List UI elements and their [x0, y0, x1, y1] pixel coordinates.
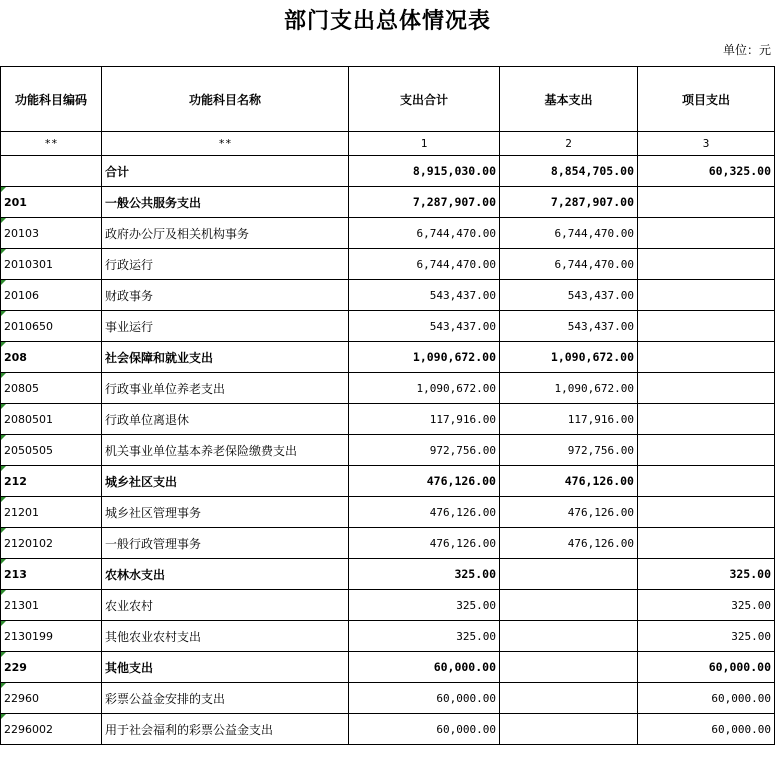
- total-project: 60,325.00: [638, 156, 775, 187]
- row-code: 20805: [1, 373, 102, 404]
- row-code: 213: [1, 559, 102, 590]
- row-project: [638, 187, 775, 218]
- row-project: [638, 404, 775, 435]
- page-title: 部门支出总体情况表: [283, 8, 491, 34]
- row-code: 229: [1, 652, 102, 683]
- row-total: 6,744,470.00: [349, 249, 500, 280]
- row-code: 2010650: [1, 311, 102, 342]
- row-basic: 476,126.00: [500, 466, 638, 497]
- row-total: 325.00: [349, 559, 500, 590]
- row-total: 117,916.00: [349, 404, 500, 435]
- row-basic: 1,090,672.00: [500, 342, 638, 373]
- index-cell: **: [1, 132, 102, 156]
- total-basic: 8,854,705.00: [500, 156, 638, 187]
- row-basic: 1,090,672.00: [500, 373, 638, 404]
- row-project: [638, 528, 775, 559]
- total-row: [1, 156, 775, 187]
- row-code: 2080501: [1, 404, 102, 435]
- row-basic: [500, 683, 638, 714]
- expenditure-table: [0, 66, 775, 745]
- row-basic: 543,437.00: [500, 311, 638, 342]
- row-total: 1,090,672.00: [349, 342, 500, 373]
- row-total: 60,000.00: [349, 714, 500, 745]
- table-row: [1, 311, 775, 342]
- row-project: [638, 218, 775, 249]
- row-code: 2010301: [1, 249, 102, 280]
- row-name: 财政事务: [102, 280, 349, 311]
- row-total: 476,126.00: [349, 528, 500, 559]
- row-basic: [500, 559, 638, 590]
- row-code: 21301: [1, 590, 102, 621]
- table-row: [1, 559, 775, 590]
- row-basic: [500, 590, 638, 621]
- index-row: [1, 132, 775, 156]
- table-row: [1, 652, 775, 683]
- row-code: 2130199: [1, 621, 102, 652]
- row-basic: 476,126.00: [500, 497, 638, 528]
- row-project: [638, 342, 775, 373]
- row-project: [638, 249, 775, 280]
- row-total: 60,000.00: [349, 683, 500, 714]
- row-code: 208: [1, 342, 102, 373]
- row-total: 325.00: [349, 621, 500, 652]
- total-sum: 8,915,030.00: [349, 156, 500, 187]
- row-code: 2050505: [1, 435, 102, 466]
- row-name: 一般公共服务支出: [102, 187, 349, 218]
- row-code: 22960: [1, 683, 102, 714]
- table-row: [1, 528, 775, 559]
- row-name: 行政运行: [102, 249, 349, 280]
- index-cell: **: [102, 132, 349, 156]
- header-row: [1, 67, 775, 132]
- table-row: [1, 621, 775, 652]
- row-basic: 117,916.00: [500, 404, 638, 435]
- row-name: 彩票公益金安排的支出: [102, 683, 349, 714]
- table-row: [1, 342, 775, 373]
- row-name: 一般行政管理事务: [102, 528, 349, 559]
- row-total: 7,287,907.00: [349, 187, 500, 218]
- row-code: 201: [1, 187, 102, 218]
- header-project: 项目支出: [638, 67, 775, 132]
- header-total: 支出合计: [349, 67, 500, 132]
- table-row: [1, 373, 775, 404]
- row-code: 2120102: [1, 528, 102, 559]
- row-code: 212: [1, 466, 102, 497]
- row-name: 农业农村: [102, 590, 349, 621]
- table-row: [1, 435, 775, 466]
- row-project: 325.00: [638, 559, 775, 590]
- row-total: 476,126.00: [349, 497, 500, 528]
- row-total: 476,126.00: [349, 466, 500, 497]
- row-project: 60,000.00: [638, 714, 775, 745]
- table-row: [1, 187, 775, 218]
- row-project: [638, 435, 775, 466]
- row-project: 60,000.00: [638, 652, 775, 683]
- index-cell: 1: [349, 132, 500, 156]
- row-basic: 6,744,470.00: [500, 218, 638, 249]
- row-name: 用于社会福利的彩票公益金支出: [102, 714, 349, 745]
- row-name: 城乡社区支出: [102, 466, 349, 497]
- row-name: 行政事业单位养老支出: [102, 373, 349, 404]
- table-row: [1, 249, 775, 280]
- row-total: 6,744,470.00: [349, 218, 500, 249]
- row-name: 社会保障和就业支出: [102, 342, 349, 373]
- row-code: 20103: [1, 218, 102, 249]
- row-basic: 543,437.00: [500, 280, 638, 311]
- row-project: 325.00: [638, 621, 775, 652]
- row-name: 政府办公厅及相关机构事务: [102, 218, 349, 249]
- row-basic: 476,126.00: [500, 528, 638, 559]
- table-row: [1, 280, 775, 311]
- unit-label: 单位：元: [722, 43, 771, 57]
- row-total: 325.00: [349, 590, 500, 621]
- row-basic: [500, 714, 638, 745]
- row-basic: 7,287,907.00: [500, 187, 638, 218]
- index-cell: 3: [638, 132, 775, 156]
- table-row: [1, 714, 775, 745]
- row-total: 543,437.00: [349, 280, 500, 311]
- row-project: [638, 280, 775, 311]
- total-code: [1, 156, 102, 187]
- row-code: 20106: [1, 280, 102, 311]
- row-total: 60,000.00: [349, 652, 500, 683]
- row-project: [638, 373, 775, 404]
- row-project: 325.00: [638, 590, 775, 621]
- row-total: 543,437.00: [349, 311, 500, 342]
- table-row: [1, 590, 775, 621]
- row-project: [638, 311, 775, 342]
- row-project: 60,000.00: [638, 683, 775, 714]
- header-code: 功能科目编码: [1, 67, 102, 132]
- table-row: [1, 466, 775, 497]
- row-name: 农林水支出: [102, 559, 349, 590]
- header-basic: 基本支出: [500, 67, 638, 132]
- row-name: 其他农业农村支出: [102, 621, 349, 652]
- row-name: 其他支出: [102, 652, 349, 683]
- row-total: 972,756.00: [349, 435, 500, 466]
- header-name: 功能科目名称: [102, 67, 349, 132]
- row-project: [638, 497, 775, 528]
- row-basic: [500, 621, 638, 652]
- row-name: 城乡社区管理事务: [102, 497, 349, 528]
- row-basic: 6,744,470.00: [500, 249, 638, 280]
- row-basic: 972,756.00: [500, 435, 638, 466]
- table-row: [1, 683, 775, 714]
- row-name: 事业运行: [102, 311, 349, 342]
- row-name: 行政单位离退休: [102, 404, 349, 435]
- row-name: 机关事业单位基本养老保险缴费支出: [102, 435, 349, 466]
- row-project: [638, 466, 775, 497]
- index-cell: 2: [500, 132, 638, 156]
- table-row: [1, 497, 775, 528]
- row-total: 1,090,672.00: [349, 373, 500, 404]
- table-row: [1, 218, 775, 249]
- total-label: 合计: [102, 156, 349, 187]
- row-code: 2296002: [1, 714, 102, 745]
- row-basic: [500, 652, 638, 683]
- row-code: 21201: [1, 497, 102, 528]
- table-row: [1, 404, 775, 435]
